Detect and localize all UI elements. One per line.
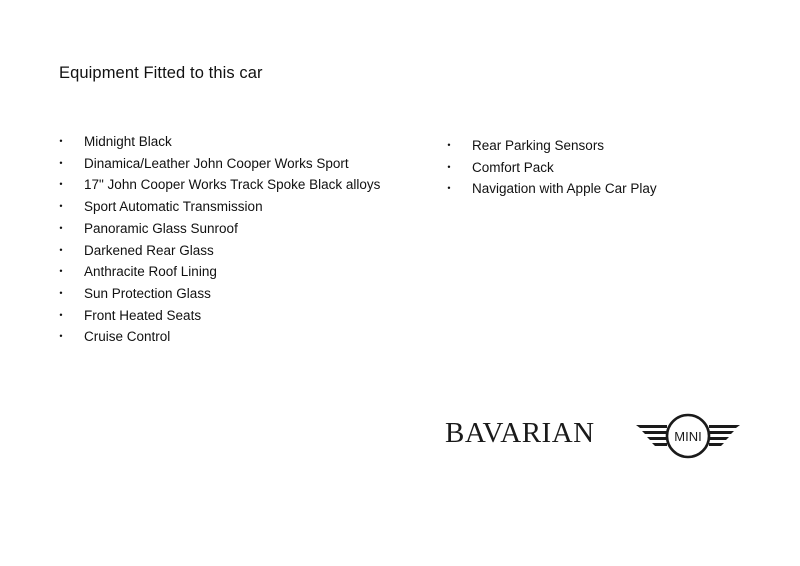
list-item — [56, 218, 396, 240]
list-item — [444, 178, 774, 200]
mini-logo-text: MINI — [674, 429, 702, 444]
list-item-label: Sun Protection Glass — [84, 285, 211, 301]
bullet-icon: • — [59, 244, 63, 255]
logo-area — [444, 412, 744, 462]
list-item-label: Dinamica/Leather John Cooper Works Sport — [84, 155, 349, 171]
list-item — [56, 240, 396, 262]
list-item — [444, 157, 774, 179]
mini-logo-icon — [636, 412, 740, 462]
bullet-icon: • — [59, 136, 63, 146]
equipment-list-left — [56, 131, 396, 348]
bullet-icon: • — [59, 179, 63, 190]
bullet-icon: • — [59, 287, 63, 298]
list-item — [56, 305, 396, 327]
list-item — [56, 261, 396, 283]
list-item-label: 17" John Cooper Works Track Spoke Black alloys — [84, 177, 381, 193]
bullet-icon: • — [447, 140, 451, 150]
equipment-list-right — [444, 135, 774, 200]
list-item — [56, 174, 396, 196]
dealer-logo: BAVARIAN — [445, 417, 595, 449]
bullet-icon: • — [59, 222, 63, 233]
list-item-label: Cruise Control — [84, 329, 171, 345]
list-item — [56, 283, 396, 305]
page-title: Equipment Fitted to this car — [59, 64, 263, 82]
list-item — [56, 196, 396, 218]
list-item — [444, 135, 774, 157]
bullet-icon: • — [59, 157, 63, 168]
list-item-label: Panoramic Glass Sunroof — [84, 220, 238, 236]
bullet-icon: • — [59, 331, 63, 342]
list-item — [56, 326, 396, 348]
list-item — [56, 153, 396, 175]
bullet-icon: • — [447, 183, 451, 194]
list-item-label: Front Heated Seats — [84, 307, 202, 323]
list-item-label: Comfort Pack — [472, 159, 554, 175]
bullet-icon: • — [59, 309, 63, 320]
bullet-icon: • — [447, 161, 451, 172]
list-item — [56, 131, 396, 153]
list-item-label: Midnight Black — [84, 134, 172, 149]
list-item-label: Navigation with Apple Car Play — [472, 181, 657, 197]
list-item-label: Rear Parking Sensors — [472, 138, 605, 153]
list-item-label: Sport Automatic Transmission — [84, 199, 263, 215]
list-item-label: Anthracite Roof Lining — [84, 264, 217, 280]
bullet-icon: • — [59, 266, 63, 277]
bullet-icon: • — [59, 201, 63, 212]
list-item-label: Darkened Rear Glass — [84, 242, 214, 258]
